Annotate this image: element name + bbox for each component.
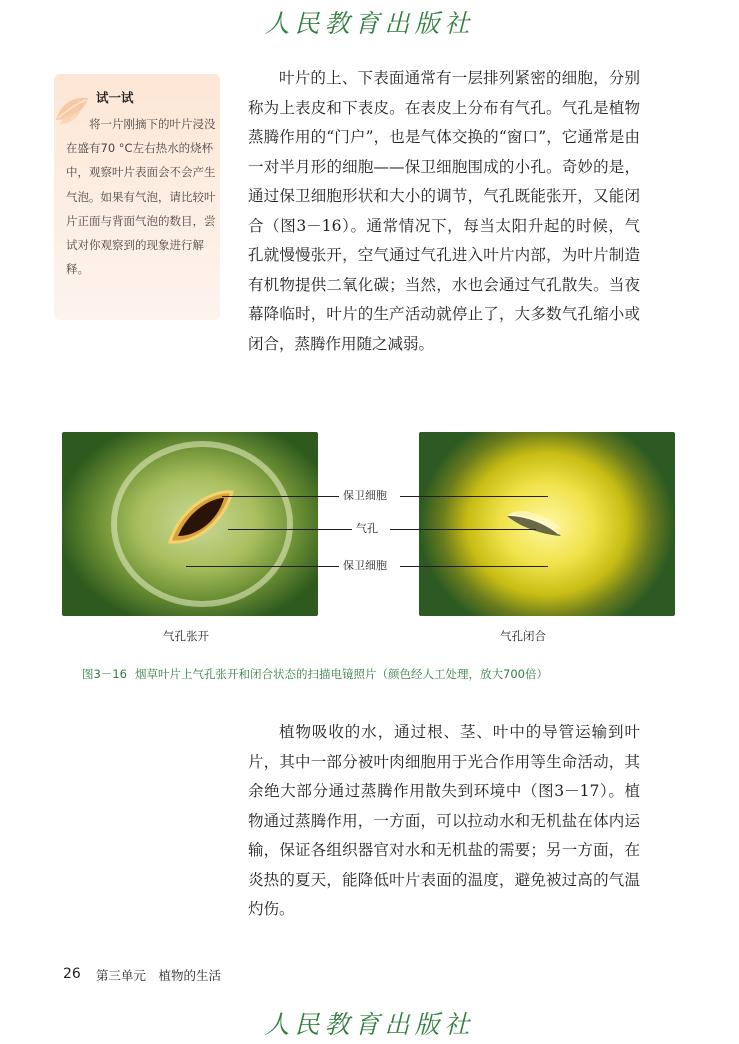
guard-cell-label-bottom: 保卫细胞 bbox=[339, 559, 391, 573]
leader-line bbox=[400, 496, 548, 497]
open-caption: 气孔张开 bbox=[163, 629, 209, 643]
stoma-open-photo bbox=[62, 432, 318, 616]
chapter-title: 第三单元 植物的生活 bbox=[96, 968, 222, 983]
figure-number: 图3－16 bbox=[82, 667, 127, 681]
sidebar-title: 试一试 bbox=[96, 90, 134, 105]
page-number: 26 bbox=[63, 966, 81, 982]
stoma-closed-illustration bbox=[419, 432, 675, 616]
publisher-logo-top: 人民教育出版社 bbox=[264, 9, 475, 38]
stoma-label: 气孔 bbox=[352, 522, 382, 536]
stoma-open-illustration bbox=[62, 432, 318, 616]
leader-line bbox=[400, 566, 548, 567]
try-it-sidebar bbox=[54, 74, 220, 320]
sidebar-body: 将一片刚摘下的叶片浸没在盛有70 °C左右热水的烧杯中，观察叶片表面会不会产生气泡。如果有气泡，请比较叶片正面与背面气泡的数目，尝试对你观察到的现象进行解释。 bbox=[66, 117, 216, 277]
leader-line bbox=[228, 529, 352, 530]
leader-line bbox=[186, 566, 340, 567]
publisher-logo-bottom: 人民教育出版社 bbox=[264, 1010, 475, 1039]
paragraph-transpiration: 植物吸收的水，通过根、茎、叶中的导管运输到叶片，其中一部分被叶肉细胞用于光合作用等生命活动，其余绝大部分通过蒸腾作用散失到环境中（图3－17）。植物通过蒸腾作用，一方面，可以拉动水和无机盐在体内运输，保证各组织器官对水和无机盐的需要；另一方面，在炎热的夏天，能降低叶片表面的温度，避免被过高的气温灼伤。 bbox=[248, 723, 640, 918]
figure-caption: 烟草叶片上气孔张开和闭合状态的扫描电镜照片（颜色经人工处理，放大700倍） bbox=[135, 667, 548, 681]
paragraph-stomata: 叶片的上、下表面通常有一层排列紧密的细胞，分别称为上表皮和下表皮。在表皮上分布有气孔。气孔是植物蒸腾作用的“门户”，也是气体交换的“窗口”，它通常是由一对半月形的细胞——保卫细胞围成的小孔。奇妙的是，通过保卫细胞形状和大小的调节，气孔既能张开，又能闭合（图3－16）。通常情况下，每当太阳升起的时候，气孔就慢慢张开，空气通过气孔进入叶片内部，为叶片制造有机物提供二氧化碳；当然，水也会通过气孔散失。当夜幕降临时，叶片的生产活动就停止了，大多数气孔缩小或闭合，蒸腾作用随之减弱。 bbox=[248, 69, 640, 353]
stoma-closed-photo bbox=[419, 432, 675, 616]
guard-cell-label-top: 保卫细胞 bbox=[339, 489, 391, 503]
leader-line bbox=[222, 496, 340, 497]
leader-line bbox=[390, 529, 536, 530]
closed-caption: 气孔闭合 bbox=[500, 629, 546, 643]
